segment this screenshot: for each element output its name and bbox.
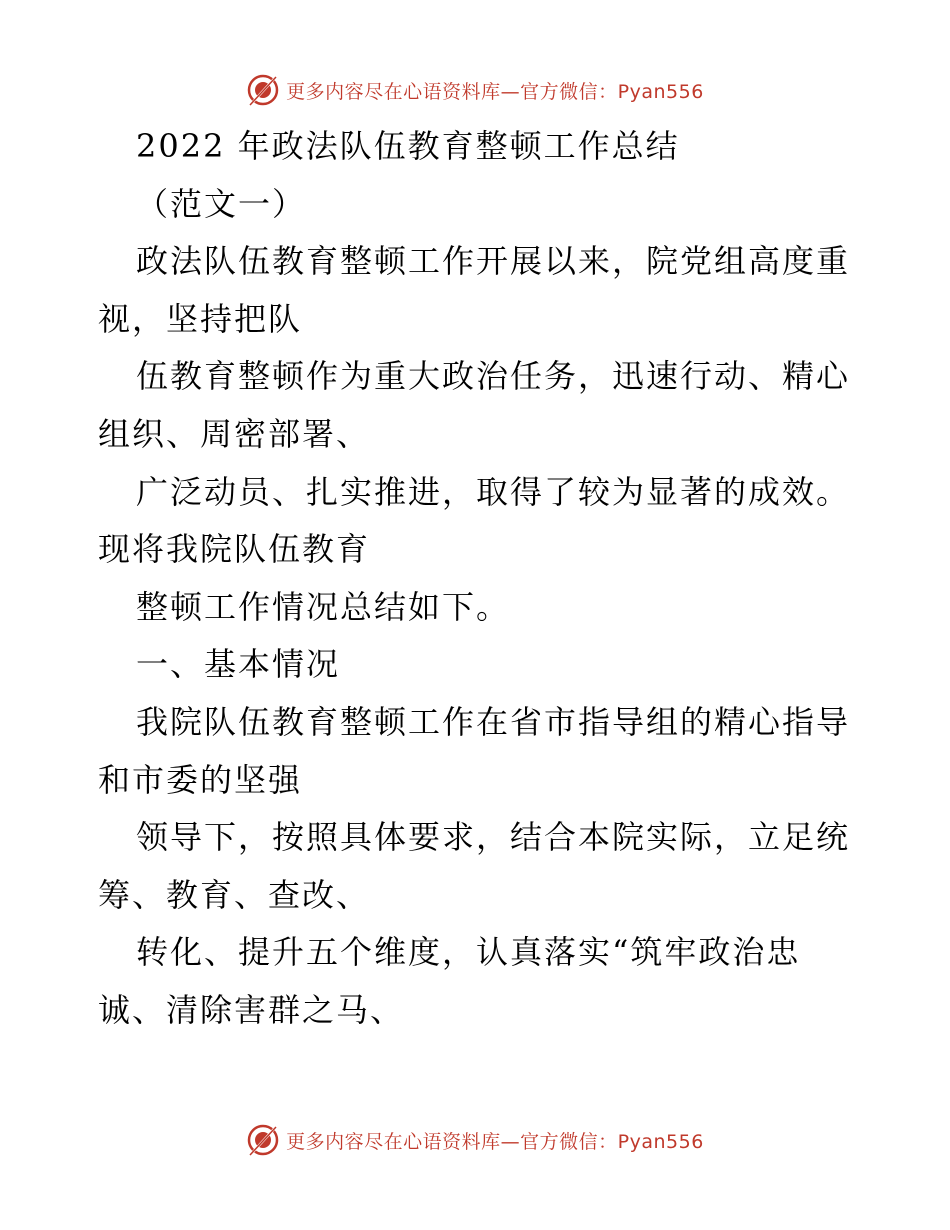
document-title: 2022 年政法队伍教育整顿工作总结 xyxy=(136,127,680,165)
paragraph-line: 广泛动员、扎实推进，取得了较为显著的成效。 xyxy=(136,472,851,511)
paragraph-line: 政法队伍教育整顿工作开展以来，院党组高度重 xyxy=(136,242,851,281)
paragraph-line: 现将我院队伍教育 xyxy=(98,530,371,569)
quill-seal-icon xyxy=(246,1123,280,1157)
paragraph-line: 领导下，按照具体要求，结合本院实际，立足统 xyxy=(136,818,851,857)
footer-banner-text: 更多内容尽在心语资料库—官方微信：Pyan556 xyxy=(286,1130,704,1153)
paragraph-line: 视，坚持把队 xyxy=(98,299,303,338)
header-banner xyxy=(0,70,950,110)
document-body xyxy=(98,118,858,1040)
footer-banner xyxy=(0,1120,950,1160)
paragraph-line: 和市委的坚强 xyxy=(98,760,303,799)
quill-seal-icon xyxy=(246,73,280,107)
paragraph-line: 整顿工作情况总结如下。 xyxy=(136,587,511,626)
header-banner-text: 更多内容尽在心语资料库—官方微信：Pyan556 xyxy=(286,80,704,103)
paragraph-line: 伍教育整顿作为重大政治任务，迅速行动、精心 xyxy=(136,357,851,396)
paragraph-line: 转化、提升五个维度，认真落实“筑牢政治忠 xyxy=(136,933,801,972)
section-heading: 一、基本情况 xyxy=(136,645,341,684)
paragraph-line: 我院队伍教育整顿工作在省市指导组的精心指导 xyxy=(136,702,851,741)
paragraph-line: 筹、教育、查改、 xyxy=(98,875,371,914)
document-subtitle: （范文一） xyxy=(136,184,307,223)
paragraph-line: 诚、清除害群之马、 xyxy=(98,990,405,1029)
paragraph-line: 组织、周密部署、 xyxy=(98,414,371,453)
